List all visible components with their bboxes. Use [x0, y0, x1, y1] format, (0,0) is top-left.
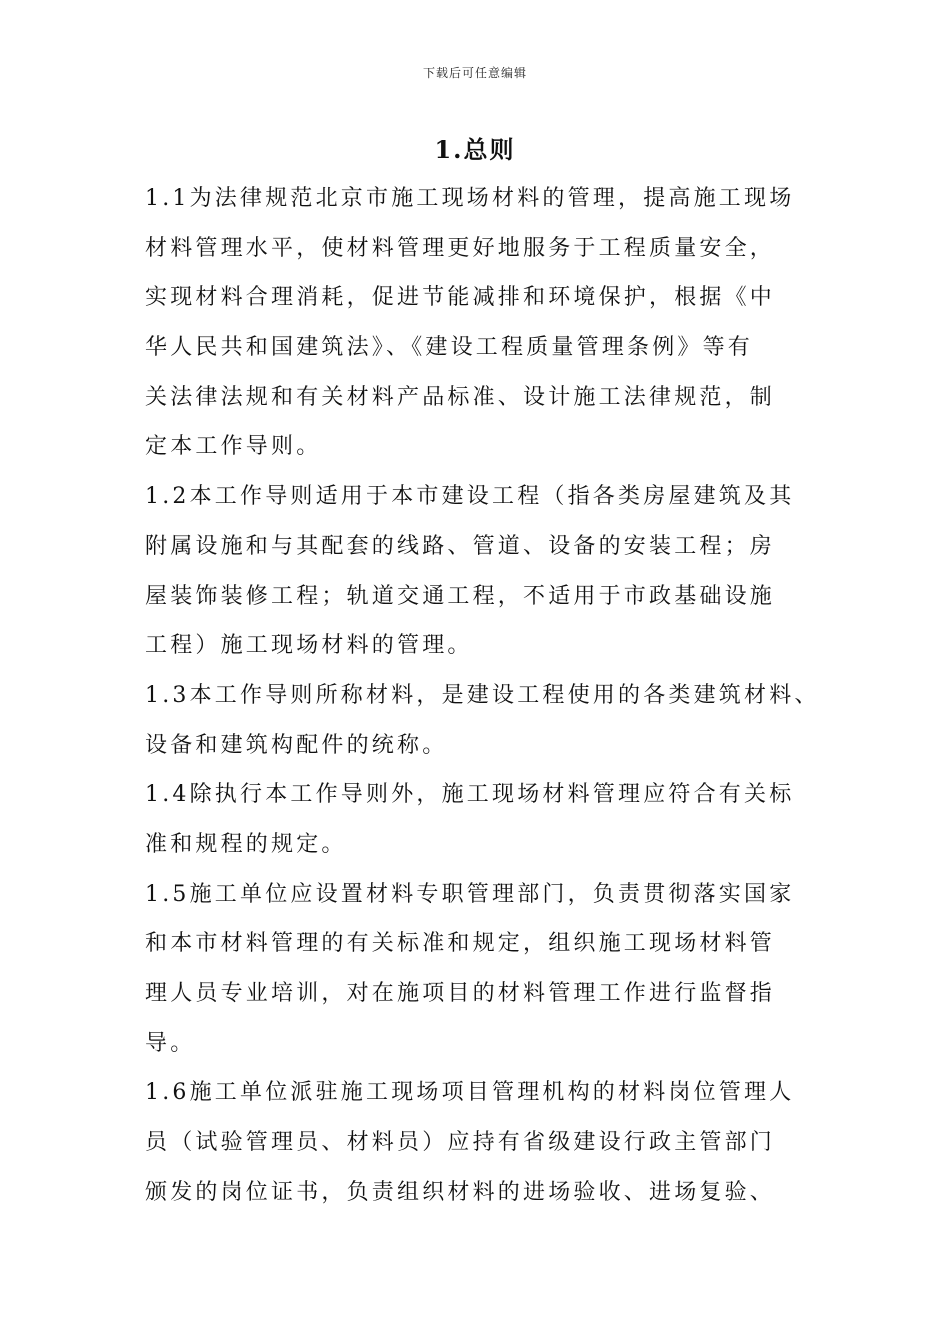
paragraph-1-3 [145, 671, 835, 770]
text-line: 设备和建筑构配件的统称。 [145, 732, 448, 758]
text-line: 和本市材料管理的有关标准和规定，组织施工现场材料管 [145, 931, 776, 957]
paragraph-1-4 [145, 770, 835, 869]
paragraph-1-5 [145, 870, 835, 1069]
text-line: 准和规程的规定。 [145, 831, 347, 857]
text-line: 关法律法规和有关材料产品标准、设计施工法律规范，制 [145, 384, 776, 410]
text-line: 实现材料合理消耗，促进节能减排和环境保护，根据《中 [145, 285, 776, 311]
text-line: 1.4除执行本工作导则外，施工现场材料管理应符合有关标 [145, 782, 795, 808]
paragraph-1-2 [145, 472, 835, 671]
text-line: 华人民共和国建筑法》、《建设工程质量管理条例》等有 [145, 335, 754, 361]
text-line: 理人员专业培训，对在施项目的材料管理工作进行监督指 [145, 981, 776, 1006]
document-body [145, 174, 835, 1217]
paragraph-1-6 [145, 1068, 835, 1217]
text-line: 附属设施和与其配套的线路、管道、设备的安装工程；房 [145, 533, 776, 559]
header-note: 下载后可任意编辑 [422, 66, 527, 80]
text-line: 员（试验管理员、材料员）应持有省级建设行政主管部门 [145, 1130, 776, 1156]
section-title: 1.总则 [434, 135, 516, 164]
text-line: 1.3本工作导则所称材料，是建设工程使用的各类建筑材料、 [145, 682, 820, 708]
text-line: 1.6施工单位派驻施工现场项目管理机构的材料岗位管理人 [145, 1080, 795, 1106]
paragraph-1-1 [145, 174, 835, 472]
text-line: 颁发的岗位证书，负责组织材料的进场验收、进场复验、 [145, 1179, 776, 1205]
text-line: 1.5施工单位应设置材料专职管理部门，负责贯彻落实国家 [145, 881, 795, 907]
text-line: 1.1为法律规范北京市施工现场材料的管理，提高施工现场 [145, 186, 795, 211]
text-line: 1.2本工作导则适用于本市建设工程（指各类房屋建筑及其 [145, 484, 795, 510]
text-line: 工程）施工现场材料的管理。 [145, 633, 473, 659]
text-line: 材料管理水平，使材料管理更好地服务于工程质量安全， [145, 235, 776, 261]
text-line: 定本工作导则。 [145, 434, 322, 460]
text-line: 屋装饰装修工程；轨道交通工程，不适用于市政基础设施 [145, 583, 776, 609]
text-line: 导。 [145, 1030, 196, 1056]
